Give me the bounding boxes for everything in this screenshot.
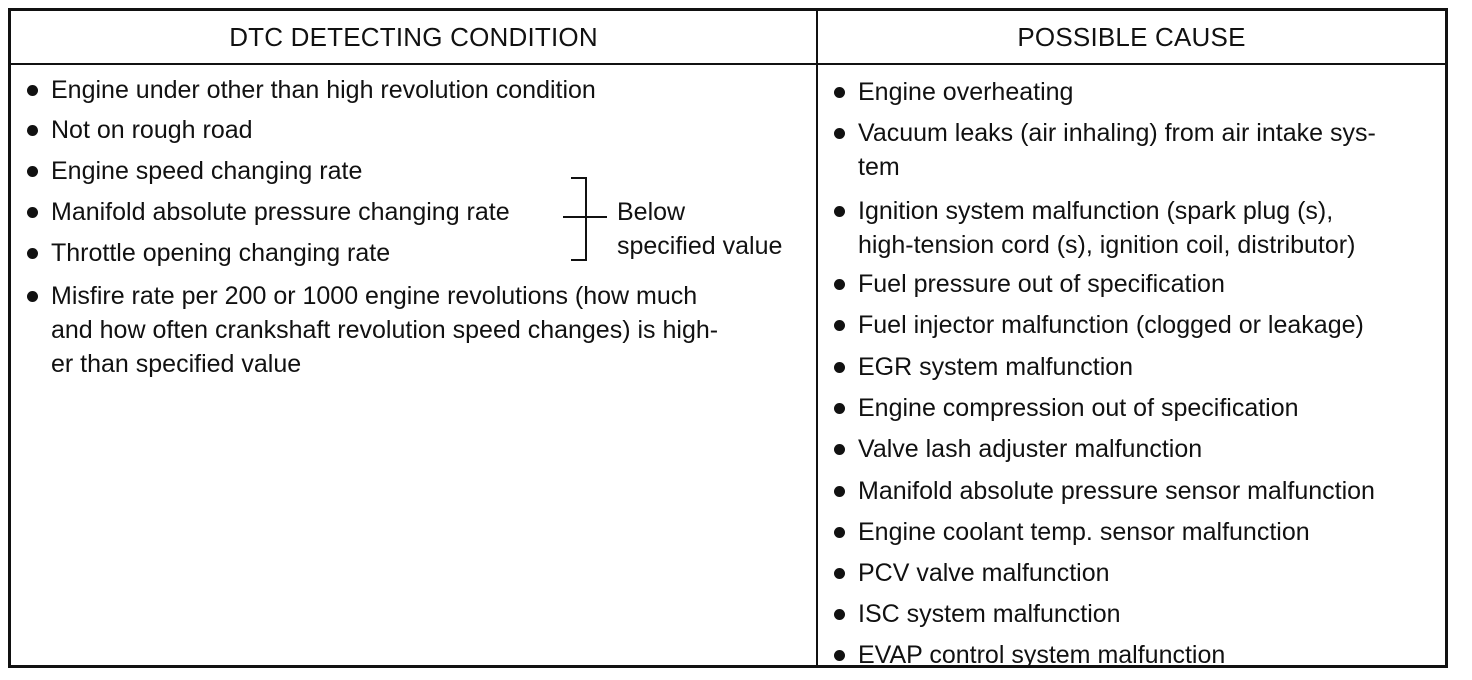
cause-text: Engine coolant temp. sensor malfunction [858, 518, 1310, 546]
bullet-icon [834, 279, 845, 290]
bullet-icon [834, 362, 845, 373]
bullet-icon [27, 125, 38, 136]
bullet-icon [834, 609, 845, 620]
condition-text: Misfire rate per 200 or 1000 engine revolutions (how much [51, 282, 698, 310]
bullet-icon [834, 527, 845, 538]
bullet-icon [834, 128, 845, 139]
bullet-icon [27, 85, 38, 96]
cause-text: Fuel injector malfunction (clogged or leakage) [858, 311, 1364, 339]
bracket-stem-left [563, 216, 587, 218]
bracket-label-specified-value: specified value [617, 232, 783, 260]
bullet-icon [27, 166, 38, 177]
cause-text: PCV valve malfunction [858, 559, 1110, 587]
cause-text: Ignition system malfunction (spark plug (s), [858, 197, 1334, 225]
cause-text: Fuel pressure out of specification [858, 270, 1225, 298]
column-divider [816, 11, 818, 665]
header-possible-cause: POSSIBLE CAUSE [1017, 21, 1246, 52]
header-divider [11, 63, 1445, 65]
condition-text: Manifold absolute pressure changing rate [51, 198, 510, 226]
condition-text: Engine under other than high revolution condition [51, 76, 596, 104]
cause-text: Manifold absolute pressure sensor malfunction [858, 477, 1375, 505]
bracket-stem-right [587, 216, 607, 218]
bullet-icon [834, 206, 845, 217]
header-dtc-detecting-condition: DTC DETECTING CONDITION [229, 21, 598, 52]
bullet-icon [834, 87, 845, 98]
condition-text-continued: er than specified value [51, 350, 302, 378]
bullet-icon [834, 568, 845, 579]
bullet-icon [834, 650, 845, 661]
cause-text: Engine compression out of specification [858, 394, 1299, 422]
cause-text-continued: high-tension cord (s), ignition coil, distributor) [858, 231, 1356, 259]
cause-text: EGR system malfunction [858, 353, 1134, 381]
cause-text: Vacuum leaks (air inhaling) from air intake sys- [858, 119, 1376, 147]
cause-text: EVAP control system malfunction [858, 641, 1226, 669]
grouping-bracket [571, 177, 587, 261]
bullet-icon [834, 320, 845, 331]
condition-text: Throttle opening changing rate [51, 239, 391, 267]
bullet-icon [834, 444, 845, 455]
condition-text: Not on rough road [51, 116, 253, 144]
cause-text: Engine overheating [858, 78, 1074, 106]
bullet-icon [27, 291, 38, 302]
bullet-icon [27, 207, 38, 218]
dtc-table [8, 8, 1448, 668]
cause-text: ISC system malfunction [858, 600, 1121, 628]
bullet-icon [27, 248, 38, 259]
bullet-icon [834, 403, 845, 414]
cause-text: Valve lash adjuster malfunction [858, 435, 1203, 463]
cause-text-continued: tem [858, 153, 900, 181]
condition-text: Engine speed changing rate [51, 157, 363, 185]
bullet-icon [834, 486, 845, 497]
bracket-label-below: Below [617, 198, 686, 226]
condition-text-continued: and how often crankshaft revolution speed changes) is high- [51, 316, 719, 344]
